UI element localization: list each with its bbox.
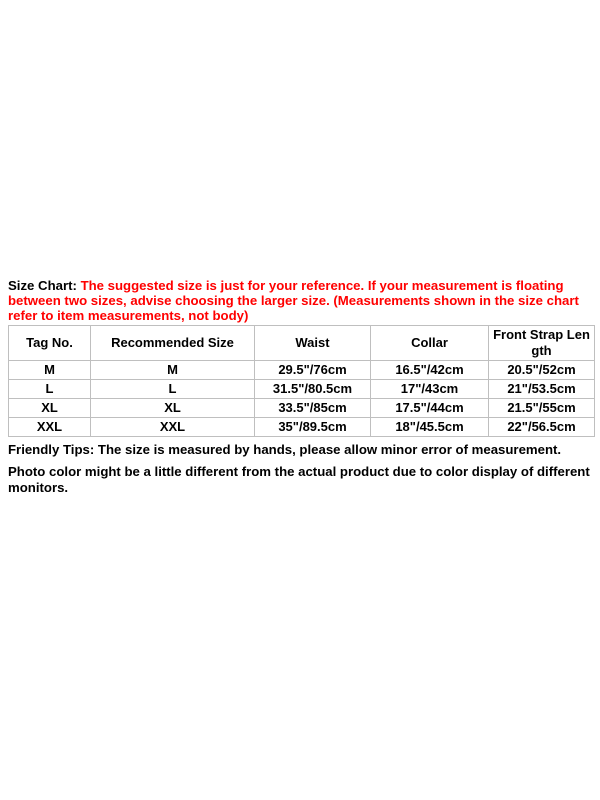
cell-front-strap-length: 20.5"/52cm (489, 361, 595, 380)
cell-recommended-size: M (91, 361, 255, 380)
cell-front-strap-length: 22"/56.5cm (489, 418, 595, 437)
size-chart-section (8, 278, 594, 496)
cell-tag-no: XXL (9, 418, 91, 437)
table-row (9, 418, 595, 437)
cell-collar: 18"/45.5cm (371, 418, 489, 437)
cell-waist: 31.5"/80.5cm (255, 380, 371, 399)
friendly-tips: Friendly Tips: The size is measured by hands, please allow minor error of measurement. (8, 442, 562, 457)
cell-front-strap-length: 21.5"/55cm (489, 399, 595, 418)
cell-collar: 17"/43cm (371, 380, 489, 399)
cell-collar: 17.5"/44cm (371, 399, 489, 418)
size-chart-label: Size Chart: (8, 278, 77, 293)
color-disclaimer: Photo color might be a little different from the actual product due to color display of different monitors. (8, 464, 590, 495)
cell-waist: 29.5"/76cm (255, 361, 371, 380)
table-row (9, 361, 595, 380)
header-waist: Waist (255, 326, 371, 361)
cell-recommended-size: XL (91, 399, 255, 418)
cell-tag-no: L (9, 380, 91, 399)
cell-tag-no: XL (9, 399, 91, 418)
size-table (8, 325, 595, 437)
cell-tag-no: M (9, 361, 91, 380)
table-row (9, 399, 595, 418)
size-chart-intro (8, 278, 594, 323)
cell-recommended-size: L (91, 380, 255, 399)
header-recommended-size: Recommended Size (91, 326, 255, 361)
table-header-row (9, 326, 595, 361)
cell-front-strap-length: 21"/53.5cm (489, 380, 595, 399)
size-chart-notice: The suggested size is just for your reference. If your measurement is floating between two sizes, advise choosing the larger size. (Measurements shown in the size chart refer to item measurements, not body) (8, 278, 579, 323)
header-collar: Collar (371, 326, 489, 361)
table-row (9, 380, 595, 399)
cell-waist: 33.5"/85cm (255, 399, 371, 418)
cell-waist: 35"/89.5cm (255, 418, 371, 437)
header-front-strap-length: Front Strap Len gth (489, 326, 595, 361)
cell-collar: 16.5"/42cm (371, 361, 489, 380)
cell-recommended-size: XXL (91, 418, 255, 437)
header-tag-no: Tag No. (9, 326, 91, 361)
